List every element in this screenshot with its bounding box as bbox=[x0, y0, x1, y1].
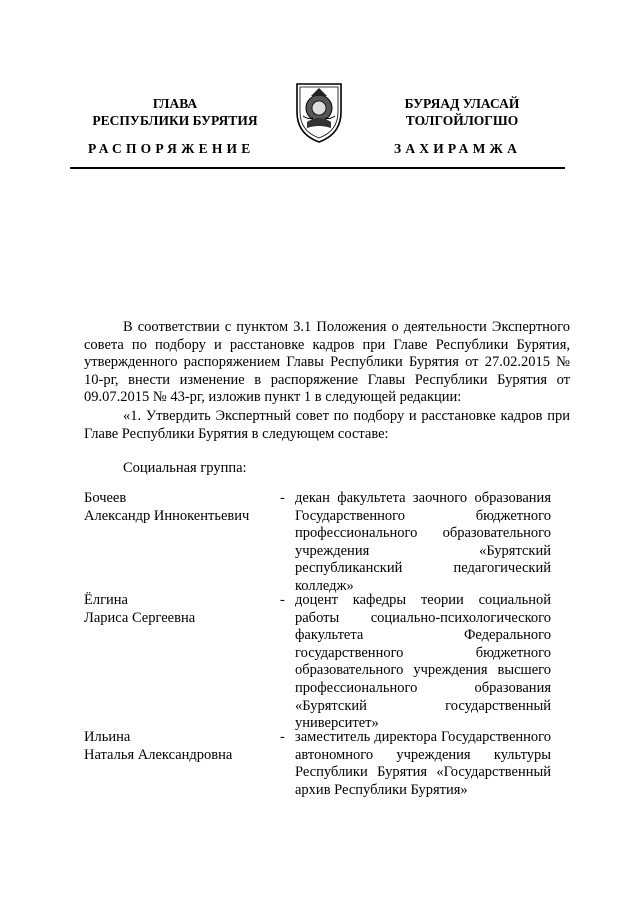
header-right-subtitle: ТОЛГОЙЛОГШО bbox=[405, 113, 519, 128]
member-given-names: Наталья Александровна bbox=[84, 746, 233, 763]
header-right-title: БУРЯАД УЛАСАЙ bbox=[404, 96, 520, 111]
member-name bbox=[84, 490, 274, 525]
member-position: заместитель директора Государственного автономного учреждения культуры Республики Бурятия «Государственный архив Республики Бурятия» bbox=[295, 729, 551, 798]
coat-of-arms-icon bbox=[289, 78, 349, 146]
header-right bbox=[362, 95, 562, 129]
group-label: Социальная группа: bbox=[123, 460, 247, 476]
member-surname: Бочеев bbox=[84, 490, 127, 506]
member-name bbox=[84, 729, 274, 764]
member-dash: - bbox=[280, 729, 285, 745]
member-position: декан факультета заочного образования Государственного бюджетного профессионального образовательного учреждения «Бурятский республиканский педагогический колледж» bbox=[295, 490, 551, 594]
member-position: доцент кафедры теории социальной работы социально-психологического факультета Федерального государственного бюджетного образовательного учреждения высшего профессионального образования «Бурятский государственный университет» bbox=[295, 592, 551, 732]
member-given-names: Александр Иннокентьевич bbox=[84, 507, 250, 524]
member-given-names: Лариса Сергеевна bbox=[84, 609, 196, 626]
member-dash: - bbox=[280, 592, 285, 608]
member-dash: - bbox=[280, 490, 285, 506]
order-label-buryat: ЗАХИРАМЖА bbox=[394, 141, 522, 156]
header-divider bbox=[70, 167, 565, 169]
header-left bbox=[70, 95, 280, 129]
member-surname: Ёлгина bbox=[84, 592, 128, 608]
order-label-russian: РАСПОРЯЖЕНИЕ bbox=[88, 141, 255, 156]
header-left-title: ГЛАВА bbox=[152, 96, 198, 111]
member-name bbox=[84, 592, 274, 627]
header-left-subtitle: РЕСПУБЛИКИ БУРЯТИЯ bbox=[92, 113, 258, 128]
clause-paragraph: «1. Утвердить Экспертный совет по подбору и расстановке кадров при Главе Республики Бурятия в следующем составе: bbox=[84, 408, 570, 442]
preamble-paragraph: В соответствии с пунктом 3.1 Положения о деятельности Экспертного совета по подбору и расстановке кадров при Главе Республики Бурятия, утвержденного распоряжением Главы Республики Бурятия от 27.02.2015 № 10-рг, внести изменение в распоряжение Главы Республики Бурятия от 09.07.2015 № 43-рг, изложив пункт 1 в следующей редакции: bbox=[84, 319, 570, 406]
member-surname: Ильина bbox=[84, 729, 131, 745]
